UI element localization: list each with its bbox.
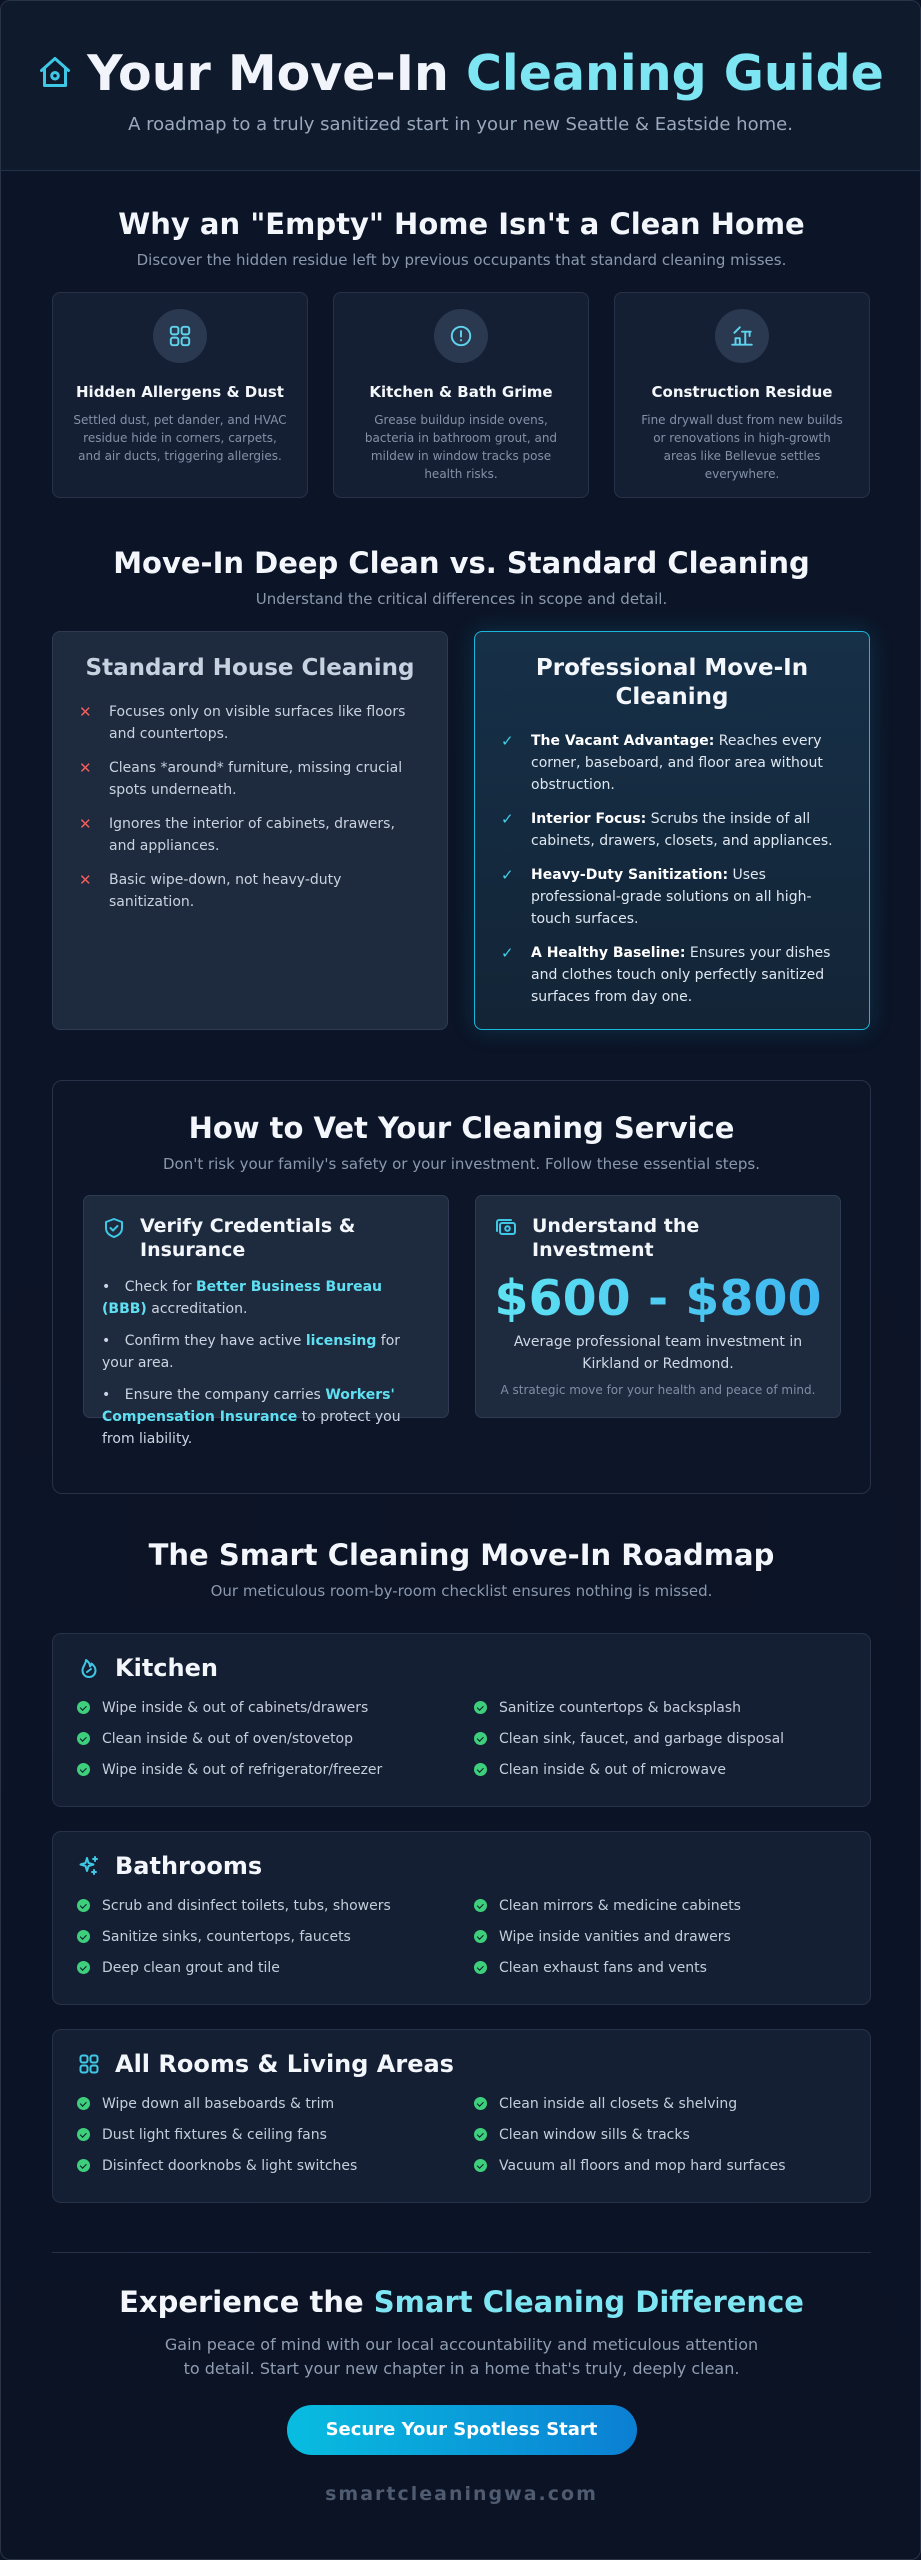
header [1, 1, 920, 171]
check-icon [77, 1763, 90, 1776]
check-icon [474, 1732, 487, 1745]
checklist-item: Wipe inside & out of cabinets/drawers [77, 1698, 474, 1717]
roadmap-subtitle: Our meticulous room-by-room checklist ensures nothing is missed. [210, 1582, 713, 1600]
vet-subtitle: Don't risk your family's safety or your investment. Follow these essential steps. [162, 1155, 761, 1173]
why-card-title: Hidden Allergens & Dust [76, 383, 284, 401]
checklist-item: Scrub and disinfect toilets, tubs, showers [77, 1896, 474, 1915]
page-title [1, 45, 920, 102]
cta-title: Experience the Smart Cleaning Difference [119, 2285, 804, 2319]
list-item: ✕ Basic wipe-down, not heavy-duty sanitization. [79, 869, 421, 913]
divider [52, 2252, 871, 2253]
check-icon [77, 2128, 90, 2141]
list-item: ✕ Focuses only on visible surfaces like floors and countertops. [79, 701, 421, 745]
roadmap-title: The Smart Cleaning Move-In Roadmap [148, 1538, 775, 1572]
compare-subtitle: Understand the critical differences in scope and detail. [255, 590, 668, 608]
alert-circle-icon [434, 309, 488, 363]
checklist-item: Clean sink, faucet, and garbage disposal [474, 1729, 871, 1748]
investment-card [475, 1195, 841, 1418]
check-icon: ✓ [501, 944, 514, 962]
construction-icon [715, 309, 769, 363]
price-note: Average professional team investment in Kirkland or Redmond. [513, 1334, 803, 1372]
list-item: ✓ Heavy-Duty Sanitization: Uses professional-grade solutions on all high-touch surfaces. [501, 864, 843, 930]
checklist-item: Sanitize countertops & backsplash [474, 1698, 871, 1717]
check-icon [474, 1763, 487, 1776]
check-icon [474, 2097, 487, 2110]
checklist-item: Clean inside & out of oven/stovetop [77, 1729, 474, 1748]
why-card-text: Fine drywall dust from new builds or renovations in high-growth areas like Bellevue settles everywhere. [641, 413, 843, 481]
room-card-all-rooms [52, 2029, 871, 2203]
check-icon [474, 1701, 487, 1714]
cta-button[interactable]: Secure Your Spotless Start [287, 2405, 637, 2455]
cta-section [1, 2285, 921, 2455]
checklist-item: Sanitize sinks, countertops, faucets [77, 1927, 474, 1946]
x-icon: ✕ [79, 815, 92, 833]
standard-cleaning-card [52, 631, 448, 1030]
check-icon [474, 1899, 487, 1912]
checklist-item: Wipe inside & out of refrigerator/freezer [77, 1760, 474, 1779]
list-item: ✕ Ignores the interior of cabinets, drawers, and appliances. [79, 813, 421, 857]
check-icon [77, 2159, 90, 2172]
why-subtitle: Discover the hidden residue left by previous occupants that standard cleaning misses. [136, 251, 787, 269]
checklist-item: Vacuum all floors and mop hard surfaces [474, 2156, 871, 2175]
pro-title: Professional Move-In Cleaning [535, 655, 809, 710]
title-white: Your Move-In [87, 45, 466, 102]
professional-cleaning-card [474, 631, 870, 1030]
room-title: All Rooms & Living Areas [115, 2050, 454, 2078]
list-item: ✓ A Healthy Baseline: Ensures your dishes and clothes touch only perfectly sanitized surfaces from day one. [501, 942, 843, 1008]
check-icon [77, 1732, 90, 1745]
room-title: Bathrooms [115, 1852, 263, 1880]
check-icon [77, 1930, 90, 1943]
x-icon: ✕ [79, 759, 92, 777]
why-section [1, 207, 921, 481]
x-icon: ✕ [79, 703, 92, 721]
check-icon: ✓ [501, 810, 514, 828]
roadmap-section [1, 1538, 921, 2174]
check-icon [474, 2128, 487, 2141]
checklist-item: Deep clean grout and tile [77, 1958, 474, 1977]
why-card-grime [333, 292, 589, 498]
why-title: Why an "Empty" Home Isn't a Clean Home [118, 207, 805, 241]
page-subtitle: A roadmap to a truly sanitized start in your new Seattle & Eastside home. [128, 114, 793, 135]
checklist-item: Wipe inside vanities and drawers [474, 1927, 871, 1946]
check-icon [77, 2097, 90, 2110]
vet-title: How to Vet Your Cleaning Service [188, 1111, 735, 1145]
sparkles-icon [77, 1854, 101, 1878]
compare-title: Move-In Deep Clean vs. Standard Cleaning [113, 546, 810, 580]
room-title: Kitchen [115, 1654, 218, 1682]
why-card-text: Settled dust, pet dander, and HVAC residue hide in corners, carpets, and air ducts, triggering allergies. [73, 413, 287, 463]
checklist-item: Disinfect doorknobs & light switches [77, 2156, 474, 2175]
grid-icon [153, 309, 207, 363]
check-icon [474, 2159, 487, 2172]
credentials-title: Verify Credentials & Insurance [140, 1215, 356, 1261]
list-item: ✓ Interior Focus: Scrubs the inside of all cabinets, drawers, closets, and appliances. [501, 808, 843, 852]
list-item: • Ensure the company carries Workers' Compensation Insurance to protect you from liability. [102, 1387, 401, 1447]
list-item: ✓ The Vacant Advantage: Reaches every corner, baseboard, and floor area without obstruction. [501, 730, 843, 796]
check-icon: ✓ [501, 866, 514, 884]
investment-title: Understand the Investment [532, 1215, 700, 1261]
shield-check-icon [102, 1216, 126, 1240]
compare-section [1, 546, 921, 1005]
list-item: • Check for Better Business Bureau (BBB) accreditation. [102, 1279, 382, 1317]
checklist-item: Clean inside all closets & shelving [474, 2094, 871, 2113]
check-icon [474, 1930, 487, 1943]
flame-icon [77, 1656, 101, 1680]
checklist-item: Clean mirrors & medicine cabinets [474, 1896, 871, 1915]
title-cyan: Cleaning Guide [465, 45, 884, 102]
cta-text: Gain peace of mind with our local accountability and meticulous attention to detail. Start your new chapter in a home that's truly, deeply clean. [164, 2335, 759, 2378]
check-icon: ✓ [501, 732, 514, 750]
why-card-title: Construction Residue [651, 383, 833, 401]
vet-section [52, 1080, 871, 1494]
checklist-item: Wipe down all baseboards & trim [77, 2094, 474, 2113]
checklist-item: Clean inside & out of microwave [474, 1760, 871, 1779]
room-card-kitchen [52, 1633, 871, 1807]
credentials-card [83, 1195, 449, 1447]
checklist-item: Clean exhaust fans and vents [474, 1958, 871, 1977]
price-tagline: A strategic move for your health and peace of mind. [500, 1383, 816, 1397]
footer-domain[interactable]: smartcleaningwa.com [325, 2483, 598, 2505]
check-icon [77, 1701, 90, 1714]
check-icon [474, 1961, 487, 1974]
list-item: • Confirm they have active licensing for your area. [102, 1333, 401, 1371]
room-card-bathrooms [52, 1831, 871, 2005]
check-icon [77, 1961, 90, 1974]
why-card-title: Kitchen & Bath Grime [369, 383, 553, 401]
why-card-text: Grease buildup inside ovens, bacteria in bathroom grout, and mildew in window tracks pose health risks. [364, 413, 558, 481]
why-card-allergens [52, 292, 308, 498]
x-icon: ✕ [79, 871, 92, 889]
why-card-construction [614, 292, 870, 498]
checklist-item: Clean window sills & tracks [474, 2125, 871, 2144]
list-item: ✕ Cleans *around* furniture, missing crucial spots underneath. [79, 757, 421, 801]
house-icon [37, 45, 73, 102]
check-icon [77, 1899, 90, 1912]
checklist-item: Dust light fixtures & ceiling fans [77, 2125, 474, 2144]
grid-icon [77, 2052, 101, 2076]
standard-title: Standard House Cleaning [85, 655, 415, 681]
money-icon [494, 1216, 518, 1240]
price-range: $600 - $800 [494, 1270, 822, 1327]
